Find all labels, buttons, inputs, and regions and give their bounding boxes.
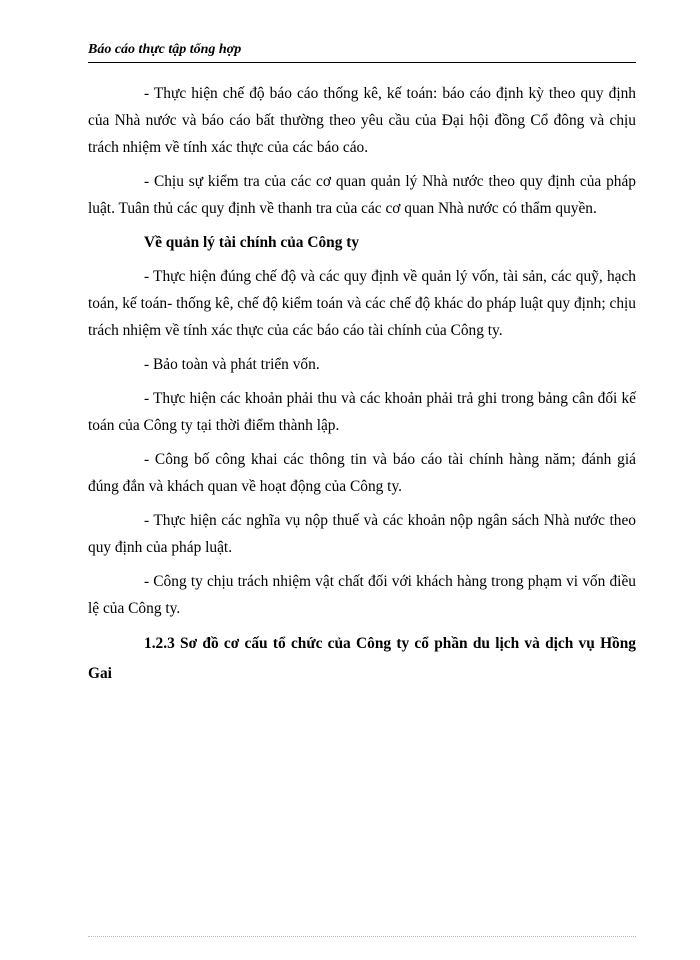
paragraph-capital-regulations: - Thực hiện đúng chế độ và các quy định về quản lý vốn, tài sản, các quỹ, hạch toán, kế toán- thống kê, chế độ kiểm toán và các chế độ khác do pháp luật quy định; chịu trách nhiệm về tính xác thực của các báo cáo tài chính của Công ty. xyxy=(88,268,636,339)
paragraph-preserve-capital: - Bảo toàn và phát triển vốn. xyxy=(144,356,320,373)
heading-financial-management: Về quản lý tài chính của Công ty xyxy=(144,234,360,251)
footer-rule xyxy=(88,936,636,937)
paragraph-tax-obligations: - Thực hiện các nghĩa vụ nộp thuế và các khoản nộp ngân sách Nhà nước theo quy định của pháp luật. xyxy=(88,512,636,556)
paragraph-material-liability: - Công ty chịu trách nhiệm vật chất đối với khách hàng trong phạm vi vốn điều lệ của Công ty. xyxy=(88,573,636,617)
document-body xyxy=(88,80,636,689)
header-rule xyxy=(88,62,636,63)
section-title-org-chart: 1.2.3 Sơ đồ cơ cấu tổ chức của Công ty cổ phần du lịch và dịch vụ Hồng Gai xyxy=(88,635,636,682)
paragraph-public-disclosure: - Công bố công khai các thông tin và báo cáo tài chính hàng năm; đánh giá đúng đắn và khách quan về hoạt động của Công ty. xyxy=(88,451,636,495)
paragraph-state-inspection: - Chịu sự kiểm tra của các cơ quan quản lý Nhà nước theo quy định của pháp luật. Tuân thủ các quy định về thanh tra của các cơ quan Nhà nước có thẩm quyền. xyxy=(88,173,636,217)
paragraph-statistical-reporting: - Thực hiện chế độ báo cáo thống kê, kế toán: báo cáo định kỳ theo quy định của Nhà nước và báo cáo bất thường theo yêu cầu của Đại hội đồng Cổ đông và chịu trách nhiệm về tính xác thực của các báo cáo. xyxy=(88,85,636,156)
running-header: Báo cáo thực tập tổng hợp xyxy=(88,42,242,57)
paragraph-receivables-payables: - Thực hiện các khoản phải thu và các khoản phải trả ghi trong bảng cân đối kế toán của Công ty tại thời điểm thành lập. xyxy=(88,390,636,434)
